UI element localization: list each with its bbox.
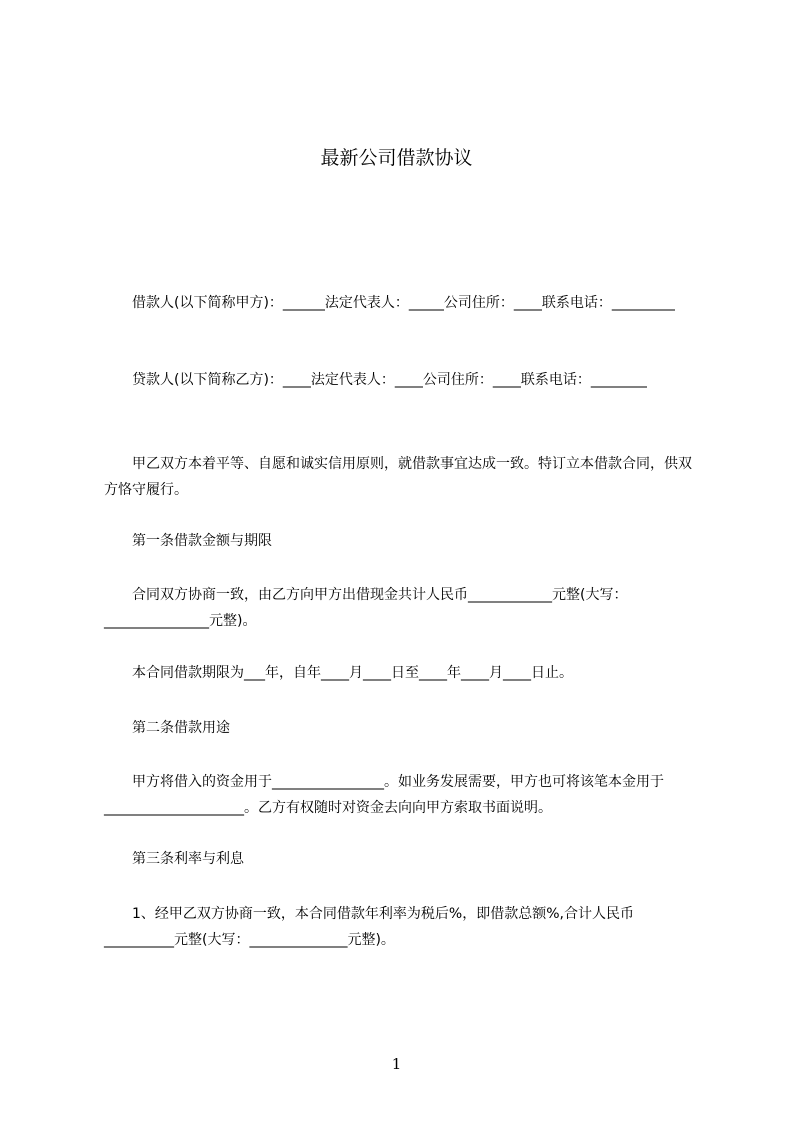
paragraph-preamble: 甲乙双方本着平等、自愿和诚实信用原则，就借款事宜达成一致。特订立本借款合同，供双方恪守履行。 xyxy=(104,456,692,498)
article-3-heading: 第三条利率与利息 xyxy=(104,851,244,867)
paragraph-lender-info: 贷款人(以下简称乙方)：____法定代表人：____公司住所：____联系电话：________ xyxy=(104,372,647,388)
document-title: 最新公司借款协议 xyxy=(320,147,473,169)
paragraph-interest-rate: 1、经甲乙双方协商一致，本合同借款年利率为税后%，即借款总额%,合计人民币__________元整(大写：______________元整)。 xyxy=(104,906,634,948)
paragraph-loan-purpose: 甲方将借入的资金用于________________。如业务发展需要，甲方也可将该笔本金用于____________________。乙方有权随时对资金去向向甲方索取书面说明。 xyxy=(104,774,664,816)
page-number: 1 xyxy=(391,1055,402,1073)
article-1-heading: 第一条借款金额与期限 xyxy=(104,533,272,549)
paragraph-borrower-info: 借款人(以下简称甲方)：______法定代表人：_____公司住所：____联系电话：_________ xyxy=(104,295,675,311)
article-2-heading: 第二条借款用途 xyxy=(104,720,230,736)
paragraph-loan-amount: 合同双方协商一致，由乙方向甲方出借现金共计人民币____________元整(大写：_______________元整)。 xyxy=(104,587,628,629)
paragraph-loan-term: 本合同借款期限为___年，自年____月____日至____年____月____日止。 xyxy=(104,665,573,681)
